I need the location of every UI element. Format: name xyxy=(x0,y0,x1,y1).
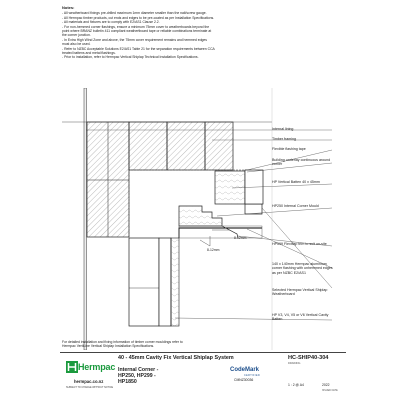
note-line: - In Extra High Wind Zone and above, the 75mm cover requirement remains and hemmed edges xyxy=(62,37,207,42)
installation-note-line: For detailed installation and fixing information of timber corner mouldings refer to xyxy=(62,340,183,344)
timber-framing-vertical xyxy=(87,122,129,237)
installation-note-line: Hermpac VertiLine Vertical Shiplap Installation Specifications. xyxy=(62,344,155,349)
note-line: - All Hermpac timber products, cut ends and edges to be pre-coated as per Installation Specifications. xyxy=(62,15,215,20)
brand-name: Hermpac xyxy=(78,362,116,372)
issued-date-label: ISSUED DATE xyxy=(322,389,338,392)
installation-note xyxy=(62,340,262,349)
notes-title: Notes: xyxy=(62,5,75,10)
drawing-title: 40 - 45mm Cavity Fix Vertical Shiplap System xyxy=(118,355,234,361)
note-line: must also be used. xyxy=(62,42,91,47)
issue-year: 2022 xyxy=(322,383,330,387)
note-line: - For non-hemmed corner flashings, ensure a minimum 75mm cover to weatherboards beyond the xyxy=(62,24,210,29)
note-line: treated battens and metal flashings. xyxy=(62,51,116,56)
drawing-subtitle-line: HP250, HP299 - xyxy=(118,373,156,379)
aluminium-corner-flashing xyxy=(179,228,262,238)
note-line: - Prior to installation, refer to Hermpac Vertical Shiplap Technical Installation Specifications. xyxy=(62,55,199,60)
vertical-shiplap-left xyxy=(129,238,171,326)
notes-block xyxy=(62,6,362,60)
website: hermpac.co.nz xyxy=(74,379,104,384)
codemark-certified: CERTIFIED xyxy=(244,374,261,377)
drawing-code: HC-SHIP40-304 xyxy=(288,355,329,361)
callout-hp250: HP250 Internal Corner Mould xyxy=(272,204,319,208)
dimension-label: 8-12mm xyxy=(207,248,220,252)
note-line: the corner junction. xyxy=(62,33,91,38)
hp250-corner-mould xyxy=(179,206,222,226)
callout-hp599: HP599 Flexiflap trim to suit on-site xyxy=(272,242,327,246)
cavity-batten xyxy=(171,238,179,326)
drawing-subtitle xyxy=(118,367,158,385)
callout-hp-v3: HP V3, V4, V5 or V6 Vertical Cavity Batten xyxy=(272,313,329,322)
callout-timber-framing: Timber framing xyxy=(272,137,297,141)
codemark-logo: CodeMark xyxy=(230,367,260,373)
internal-lining xyxy=(84,88,87,350)
drawing-scale: 1 : 2 @ A4 xyxy=(288,383,304,387)
note-line: - All weatherboard fixings pre-drilled maximum 1mm diameter smaller than the nail/screw gauge. xyxy=(62,11,207,16)
timber-framing-horizontal xyxy=(129,122,233,170)
certificate-number: CMNZ30036 xyxy=(234,378,254,382)
note-line: - All materials and fixtures are to comply with E2/AS1 Clause 2.2. xyxy=(62,20,160,25)
drawing-subtitle-line: HP1850 xyxy=(118,379,137,385)
vertical-shiplap-right xyxy=(245,170,263,214)
callout-selected-hermpac: Selected Hermpac Vertical Shiplap Weatherboard xyxy=(272,288,328,297)
drawing-label: DRAWING xyxy=(288,362,301,365)
dimension-label: 8-12mm xyxy=(234,236,247,240)
drawing-subtitle-line: Internal Corner - xyxy=(118,367,159,373)
subject-to-change: SUBJECT TO CHANGE WITHOUT NOTICE xyxy=(66,386,114,389)
callout-internal-lining: Internal lining xyxy=(272,127,294,131)
callout-hp-batten: HP Vertical Batten 40 x 45mm xyxy=(272,180,320,184)
note-line: - Refer to NZBC Acceptable Solutions E2/AS1 Table 21 for the separation requirements between CCA xyxy=(62,46,215,51)
callout-flashing: 140 x 140mm Hermpac aluminium corner flashing with unhemmed edges as per NZBC E2/AS1 xyxy=(272,262,333,275)
title-block xyxy=(60,352,346,394)
callout-building-underlay: Building underlay continuous around corner xyxy=(272,158,331,167)
callout-flexible-flashing-tape: Flexible flashing tape xyxy=(272,147,306,151)
note-line: point where BRANZ bulletin 411 compliant weathertboard tape or reliable combinations terminate at xyxy=(62,29,212,34)
